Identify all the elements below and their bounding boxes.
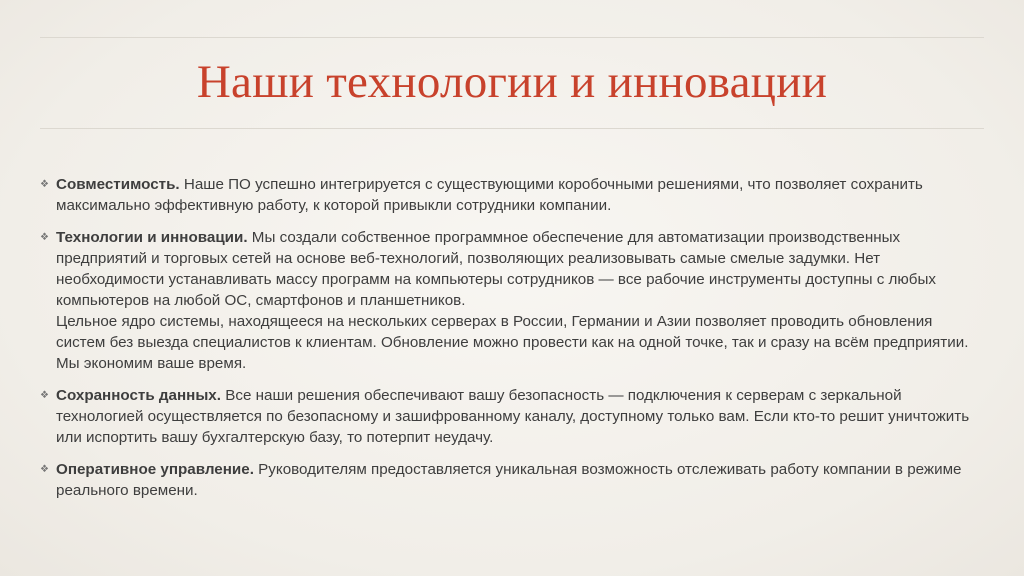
bullet-technologies	[40, 227, 985, 374]
bullet-text: Все наши решения обеспечивают вашу безопасность — подключения к серверам с зеркальной технологией осуществляется по безопасному и зашифрованному каналу, доступному только вам. Если кто-то решит уничтожить или испортить вашу бухгалтерскую базу, то потерпит неудачу.	[56, 387, 970, 446]
bullet-term: Оперативное управление.	[56, 461, 254, 478]
title-top-rule	[40, 37, 984, 38]
bullet-text: Мы создали собственное программное обеспечение для автоматизации производственных предприятий и торговых сетей на основе веб-технологий, позволяющих реализовывать самые смелые задумки. Нет необходимости устанавливать массу программ на компьютеры сотрудников — все рабочие инструменты доступны с любых компьютеров на любой ОС, смартфонов и планшетников.	[56, 229, 936, 309]
bullet-text: Руководителям предоставляется уникальная возможность отслеживать работу компании в режиме реального времени.	[56, 461, 962, 499]
title-bottom-rule	[40, 128, 984, 129]
diamond-bullet-icon: ❖	[40, 179, 49, 190]
bullet-management	[40, 459, 985, 501]
bullet-term: Совместимость.	[56, 176, 180, 193]
diamond-bullet-icon: ❖	[40, 232, 49, 243]
bullet-data-safety	[40, 385, 985, 448]
bullet-term: Сохранность данных.	[56, 387, 221, 404]
bullet-text-continued: Цельное ядро системы, находящееся на нескольких серверах в России, Германии и Азии позволяет проводить обновления систем без выезда специалистов к клиентам. Обновление можно провести как на одной точке, так и сразу на всём предприятии. Мы экономим ваше время.	[56, 313, 969, 372]
bullet-compatibility	[40, 174, 985, 216]
slide-title: Наши технологии и инновации	[196, 56, 828, 108]
diamond-bullet-icon: ❖	[40, 390, 49, 401]
diamond-bullet-icon: ❖	[40, 464, 49, 475]
bullet-text: Наше ПО успешно интегрируется с существующими коробочными решениями, что позволяет сохранить максимально эффективную работу, к которой привыкли сотрудники компании.	[56, 176, 923, 214]
bullet-term: Технологии и инновации.	[56, 229, 248, 246]
bullet-list	[40, 174, 985, 512]
